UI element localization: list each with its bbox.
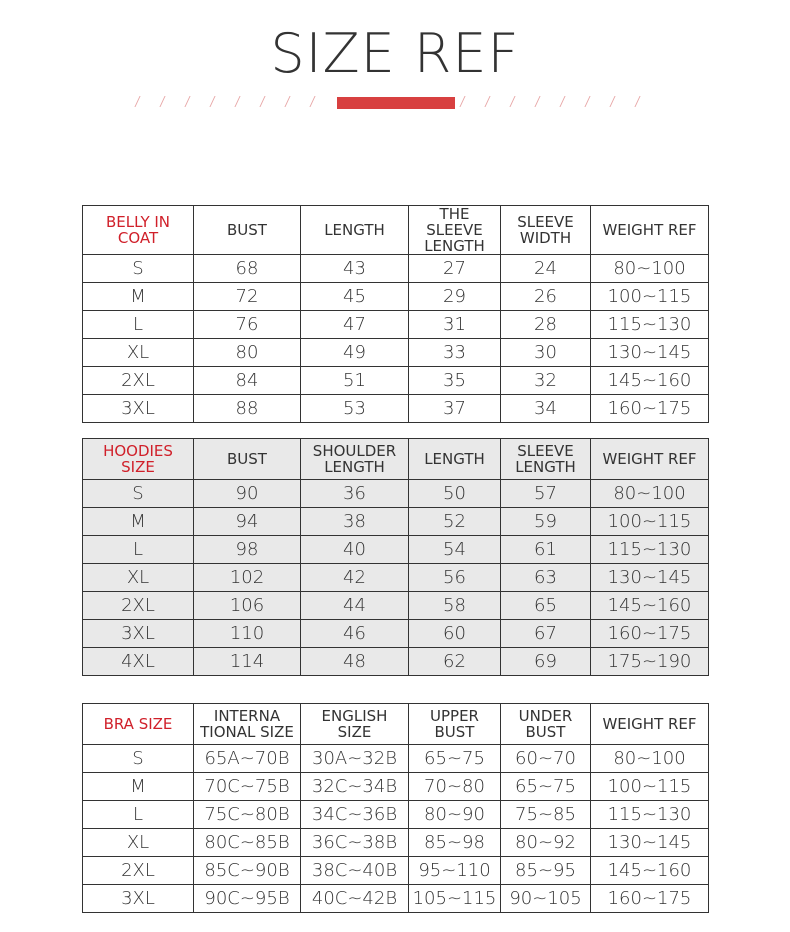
column-header: UPPER BUST — [409, 704, 501, 745]
measurement-cell: 69 — [501, 648, 591, 676]
slash-mark — [634, 96, 640, 107]
column-header: WEIGHT REF — [591, 439, 709, 480]
measurement-cell: 88 — [194, 395, 301, 423]
column-header: UNDER BUST — [501, 704, 591, 745]
size-label-cell: S — [83, 480, 194, 508]
size-label-cell: M — [83, 773, 194, 801]
slash-mark — [484, 96, 490, 107]
table-row — [83, 648, 709, 676]
measurement-cell: 34 — [501, 395, 591, 423]
measurement-cell: 100~115 — [591, 508, 709, 536]
slash-mark — [259, 96, 265, 107]
measurement-cell: 175~190 — [591, 648, 709, 676]
column-header: LENGTH — [409, 439, 501, 480]
measurement-cell: 90C~95B — [194, 885, 301, 913]
slash-mark — [209, 96, 215, 107]
table-row — [83, 339, 709, 367]
size-label-cell: XL — [83, 829, 194, 857]
measurement-cell: 100~115 — [591, 773, 709, 801]
measurement-cell: 46 — [301, 620, 409, 648]
measurement-cell: 26 — [501, 283, 591, 311]
size-label-cell: XL — [83, 564, 194, 592]
size-label-cell: M — [83, 283, 194, 311]
measurement-cell: 52 — [409, 508, 501, 536]
measurement-cell: 43 — [301, 255, 409, 283]
size-label-cell: M — [83, 508, 194, 536]
table-row — [83, 283, 709, 311]
measurement-cell: 130~145 — [591, 564, 709, 592]
measurement-cell: 42 — [301, 564, 409, 592]
measurement-cell: 80C~85B — [194, 829, 301, 857]
size-label-cell: 4XL — [83, 648, 194, 676]
measurement-cell: 80~100 — [591, 745, 709, 773]
table-row — [83, 508, 709, 536]
measurement-cell: 67 — [501, 620, 591, 648]
column-header: HOODIES SIZE — [83, 439, 194, 480]
hoodies-size-table — [82, 438, 709, 676]
slash-mark — [234, 96, 240, 107]
measurement-cell: 47 — [301, 311, 409, 339]
slash-mark — [284, 96, 290, 107]
measurement-cell: 36 — [301, 480, 409, 508]
table-row — [83, 857, 709, 885]
measurement-cell: 38 — [301, 508, 409, 536]
measurement-cell: 32 — [501, 367, 591, 395]
column-header: SHOULDER LENGTH — [301, 439, 409, 480]
measurement-cell: 38C~40B — [301, 857, 409, 885]
size-label-cell: L — [83, 536, 194, 564]
measurement-cell: 76 — [194, 311, 301, 339]
measurement-cell: 75~85 — [501, 801, 591, 829]
measurement-cell: 61 — [501, 536, 591, 564]
slash-mark — [609, 96, 615, 107]
measurement-cell: 130~145 — [591, 339, 709, 367]
measurement-cell: 84 — [194, 367, 301, 395]
measurement-cell: 57 — [501, 480, 591, 508]
table-row — [83, 564, 709, 592]
table-row — [83, 536, 709, 564]
table-row — [83, 480, 709, 508]
measurement-cell: 130~145 — [591, 829, 709, 857]
table-row — [83, 395, 709, 423]
measurement-cell: 145~160 — [591, 592, 709, 620]
measurement-cell: 145~160 — [591, 367, 709, 395]
slash-mark — [509, 96, 515, 107]
size-label-cell: S — [83, 745, 194, 773]
measurement-cell: 35 — [409, 367, 501, 395]
size-label-cell: L — [83, 801, 194, 829]
measurement-cell: 32C~34B — [301, 773, 409, 801]
table-header-row — [83, 439, 709, 480]
measurement-cell: 80 — [194, 339, 301, 367]
measurement-cell: 65 — [501, 592, 591, 620]
table-row — [83, 773, 709, 801]
measurement-cell: 34C~36B — [301, 801, 409, 829]
column-header: INTERNA TIONAL SIZE — [194, 704, 301, 745]
measurement-cell: 75C~80B — [194, 801, 301, 829]
measurement-cell: 115~130 — [591, 536, 709, 564]
size-label-cell: 3XL — [83, 395, 194, 423]
bra-size-table — [82, 703, 709, 913]
column-header: SLEEVE WIDTH — [501, 206, 591, 255]
measurement-cell: 40 — [301, 536, 409, 564]
measurement-cell: 65A~70B — [194, 745, 301, 773]
measurement-cell: 70C~75B — [194, 773, 301, 801]
table-header-row — [83, 704, 709, 745]
table-row — [83, 620, 709, 648]
measurement-cell: 36C~38B — [301, 829, 409, 857]
measurement-cell: 94 — [194, 508, 301, 536]
size-label-cell: 2XL — [83, 367, 194, 395]
belly-in-coat-size-table — [82, 205, 709, 423]
measurement-cell: 30 — [501, 339, 591, 367]
slash-mark — [134, 96, 140, 107]
column-header: BUST — [194, 206, 301, 255]
measurement-cell: 145~160 — [591, 857, 709, 885]
table-header-row — [83, 206, 709, 255]
measurement-cell: 53 — [301, 395, 409, 423]
column-header: LENGTH — [301, 206, 409, 255]
column-header: THE SLEEVE LENGTH — [409, 206, 501, 255]
measurement-cell: 68 — [194, 255, 301, 283]
table-row — [83, 367, 709, 395]
measurement-cell: 54 — [409, 536, 501, 564]
column-header: BUST — [194, 439, 301, 480]
size-label-cell: 3XL — [83, 885, 194, 913]
column-header: WEIGHT REF — [591, 704, 709, 745]
size-label-cell: 3XL — [83, 620, 194, 648]
table-row — [83, 745, 709, 773]
measurement-cell: 80~92 — [501, 829, 591, 857]
measurement-cell: 85~98 — [409, 829, 501, 857]
measurement-cell: 62 — [409, 648, 501, 676]
measurement-cell: 115~130 — [591, 801, 709, 829]
measurement-cell: 105~115 — [409, 885, 501, 913]
column-header: BRA SIZE — [83, 704, 194, 745]
measurement-cell: 40C~42B — [301, 885, 409, 913]
table-row — [83, 592, 709, 620]
measurement-cell: 85C~90B — [194, 857, 301, 885]
size-label-cell: XL — [83, 339, 194, 367]
measurement-cell: 95~110 — [409, 857, 501, 885]
measurement-cell: 98 — [194, 536, 301, 564]
measurement-cell: 56 — [409, 564, 501, 592]
measurement-cell: 160~175 — [591, 620, 709, 648]
page-title: SIZE REF — [270, 22, 520, 85]
measurement-cell: 58 — [409, 592, 501, 620]
measurement-cell: 51 — [301, 367, 409, 395]
measurement-cell: 49 — [301, 339, 409, 367]
table-row — [83, 829, 709, 857]
measurement-cell: 70~80 — [409, 773, 501, 801]
measurement-cell: 29 — [409, 283, 501, 311]
measurement-cell: 85~95 — [501, 857, 591, 885]
size-label-cell: 2XL — [83, 857, 194, 885]
measurement-cell: 59 — [501, 508, 591, 536]
table-row — [83, 255, 709, 283]
slash-mark — [559, 96, 565, 107]
measurement-cell: 44 — [301, 592, 409, 620]
measurement-cell: 50 — [409, 480, 501, 508]
table-row — [83, 801, 709, 829]
measurement-cell: 160~175 — [591, 395, 709, 423]
measurement-cell: 80~90 — [409, 801, 501, 829]
measurement-cell: 100~115 — [591, 283, 709, 311]
column-header: BELLY IN COAT — [83, 206, 194, 255]
measurement-cell: 80~100 — [591, 480, 709, 508]
title-accent-bar — [337, 97, 455, 109]
measurement-cell: 63 — [501, 564, 591, 592]
table-row — [83, 311, 709, 339]
slash-mark — [159, 96, 165, 107]
slash-mark — [309, 96, 315, 107]
measurement-cell: 90 — [194, 480, 301, 508]
measurement-cell: 106 — [194, 592, 301, 620]
column-header: ENGLISH SIZE — [301, 704, 409, 745]
slash-mark — [459, 96, 465, 107]
size-label-cell: S — [83, 255, 194, 283]
measurement-cell: 102 — [194, 564, 301, 592]
measurement-cell: 31 — [409, 311, 501, 339]
measurement-cell: 30A~32B — [301, 745, 409, 773]
slash-mark — [184, 96, 190, 107]
measurement-cell: 24 — [501, 255, 591, 283]
measurement-cell: 160~175 — [591, 885, 709, 913]
measurement-cell: 60~70 — [501, 745, 591, 773]
table-row — [83, 885, 709, 913]
size-label-cell: L — [83, 311, 194, 339]
measurement-cell: 90~105 — [501, 885, 591, 913]
measurement-cell: 65~75 — [409, 745, 501, 773]
measurement-cell: 60 — [409, 620, 501, 648]
measurement-cell: 114 — [194, 648, 301, 676]
size-label-cell: 2XL — [83, 592, 194, 620]
measurement-cell: 28 — [501, 311, 591, 339]
measurement-cell: 65~75 — [501, 773, 591, 801]
measurement-cell: 45 — [301, 283, 409, 311]
slash-mark — [534, 96, 540, 107]
column-header: SLEEVE LENGTH — [501, 439, 591, 480]
measurement-cell: 80~100 — [591, 255, 709, 283]
measurement-cell: 110 — [194, 620, 301, 648]
measurement-cell: 33 — [409, 339, 501, 367]
measurement-cell: 27 — [409, 255, 501, 283]
measurement-cell: 37 — [409, 395, 501, 423]
measurement-cell: 72 — [194, 283, 301, 311]
column-header: WEIGHT REF — [591, 206, 709, 255]
measurement-cell: 115~130 — [591, 311, 709, 339]
slash-mark — [584, 96, 590, 107]
measurement-cell: 48 — [301, 648, 409, 676]
